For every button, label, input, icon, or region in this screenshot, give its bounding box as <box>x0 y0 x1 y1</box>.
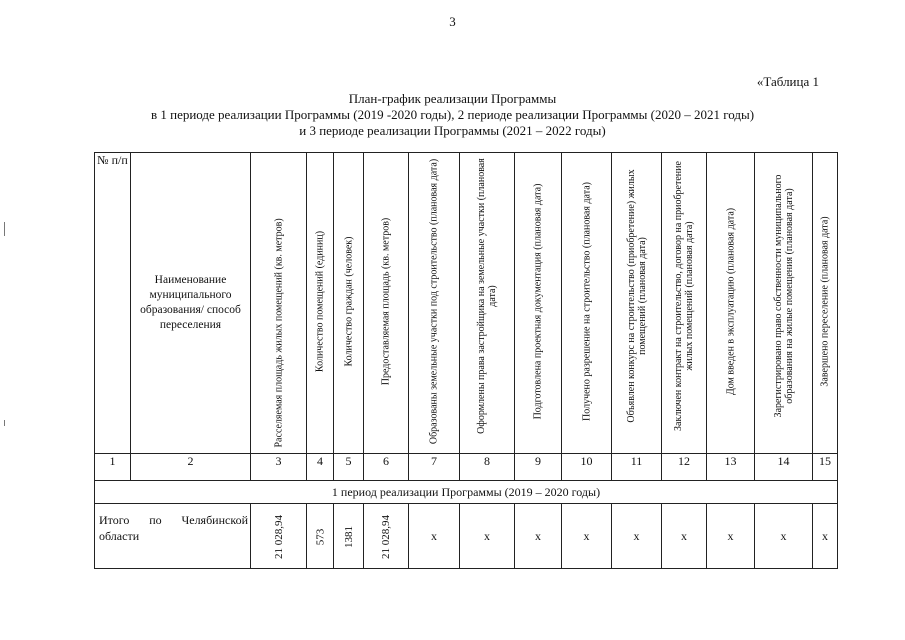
not-applicable-mark: х <box>707 504 755 569</box>
column-index: 11 <box>612 454 662 481</box>
header-developer-rights <box>460 153 515 454</box>
column-index: 9 <box>515 454 562 481</box>
total-label: Итого по Челябинской области <box>95 504 251 569</box>
not-applicable-mark: х <box>562 504 612 569</box>
column-index: 6 <box>364 454 409 481</box>
table-reference: «Таблица 1 <box>756 74 819 89</box>
column-index: 8 <box>460 454 515 481</box>
column-index: 3 <box>251 454 307 481</box>
header-municipality <box>131 153 251 454</box>
margin-mark <box>4 222 5 236</box>
not-applicable-mark: х <box>813 504 838 569</box>
total-area-resettled <box>251 504 307 569</box>
header-building-permit <box>562 153 612 454</box>
total-row <box>95 504 838 569</box>
header-municipality-label: Наименование муниципального образования/ способ переселения <box>140 274 241 331</box>
column-index: 5 <box>334 454 364 481</box>
not-applicable-mark: х <box>755 504 813 569</box>
not-applicable-mark: х <box>409 504 460 569</box>
header-row <box>95 153 838 454</box>
not-applicable-mark: х <box>662 504 707 569</box>
header-building-permit-label: Получено разрешение на строительство (плановая дата) <box>581 181 592 422</box>
title-line-2: в 1 периоде реализации Программы (2019 -2020 годы), 2 периоде реализации Программы (2020 – 2021 годы) <box>150 107 755 122</box>
total-area-resettled-value: 21 028,94 <box>272 514 285 559</box>
margin-mark <box>4 420 5 426</box>
header-house-commissioned-label: Дом введен в эксплуатацию (плановая дата) <box>725 207 736 396</box>
header-ownership-registered <box>755 153 813 454</box>
total-citizens-value: 1381 <box>342 525 355 548</box>
header-contract <box>662 153 707 454</box>
column-index: 1 <box>95 454 131 481</box>
column-index: 10 <box>562 454 612 481</box>
document-title <box>0 91 905 139</box>
period-row <box>95 481 838 504</box>
not-applicable-mark: х <box>612 504 662 569</box>
header-number: № п/п <box>95 153 131 454</box>
header-project-docs <box>515 153 562 454</box>
title-line-3: и 3 периоде реализации Программы (2021 – 2022 годы) <box>299 123 606 138</box>
title-line-1: План-график реализации Программы <box>348 91 557 106</box>
header-tender <box>612 153 662 454</box>
header-rooms <box>307 153 334 454</box>
column-index-row <box>95 454 838 481</box>
header-land-plots-label: Образованы земельные участки под строительство (плановая дата) <box>428 158 440 445</box>
header-area-provided-label: Предоставляемая площадь (кв. метров) <box>380 217 392 386</box>
header-house-commissioned <box>707 153 755 454</box>
header-area-provided <box>364 153 409 454</box>
column-index: 15 <box>813 454 838 481</box>
header-resettlement-completed <box>813 153 838 454</box>
total-rooms <box>307 504 334 569</box>
header-area-resettled-label: Расселяемая площадь жилых помещений (кв. метров) <box>273 218 284 448</box>
total-area-provided-value: 21 028,94 <box>380 514 392 559</box>
header-resettlement-completed-label: Завершено переселение (плановая дата) <box>819 216 831 387</box>
column-index: 4 <box>307 454 334 481</box>
header-citizens-label: Количество граждан (человек) <box>343 236 354 367</box>
plan-schedule-table <box>94 152 838 569</box>
header-project-docs-label: Подготовлена проектная документация (плановая дата) <box>532 183 544 420</box>
total-rooms-value: 573 <box>314 528 326 545</box>
page-number: 3 <box>449 14 456 29</box>
header-land-plots <box>409 153 460 454</box>
column-index: 12 <box>662 454 707 481</box>
total-citizens <box>334 504 364 569</box>
header-rooms-label: Количество помещений (единиц) <box>314 230 326 373</box>
header-developer-rights-label: Оформлены права застройщика на земельные участки (плановая дата) <box>476 158 498 434</box>
column-index: 13 <box>707 454 755 481</box>
not-applicable-mark: х <box>460 504 515 569</box>
total-area-provided <box>364 504 409 569</box>
header-area-resettled <box>251 153 307 454</box>
column-index: 7 <box>409 454 460 481</box>
header-ownership-registered-label: Зарегистрировано право собственности муниципального образования на жилые помещения (плановая дата) <box>772 174 795 418</box>
header-citizens <box>334 153 364 454</box>
header-contract-label: Заключен контракт на строительство, договор на приобретение жилых помещений (плановая дата) <box>673 161 695 431</box>
column-index: 14 <box>755 454 813 481</box>
column-index: 2 <box>131 454 251 481</box>
period-label: 1 период реализации Программы (2019 – 2020 годы) <box>95 481 838 504</box>
not-applicable-mark: х <box>515 504 562 569</box>
header-tender-label: Объявлен конкурс на строительство (приобретение) жилых помещений (плановая дата) <box>625 169 648 423</box>
